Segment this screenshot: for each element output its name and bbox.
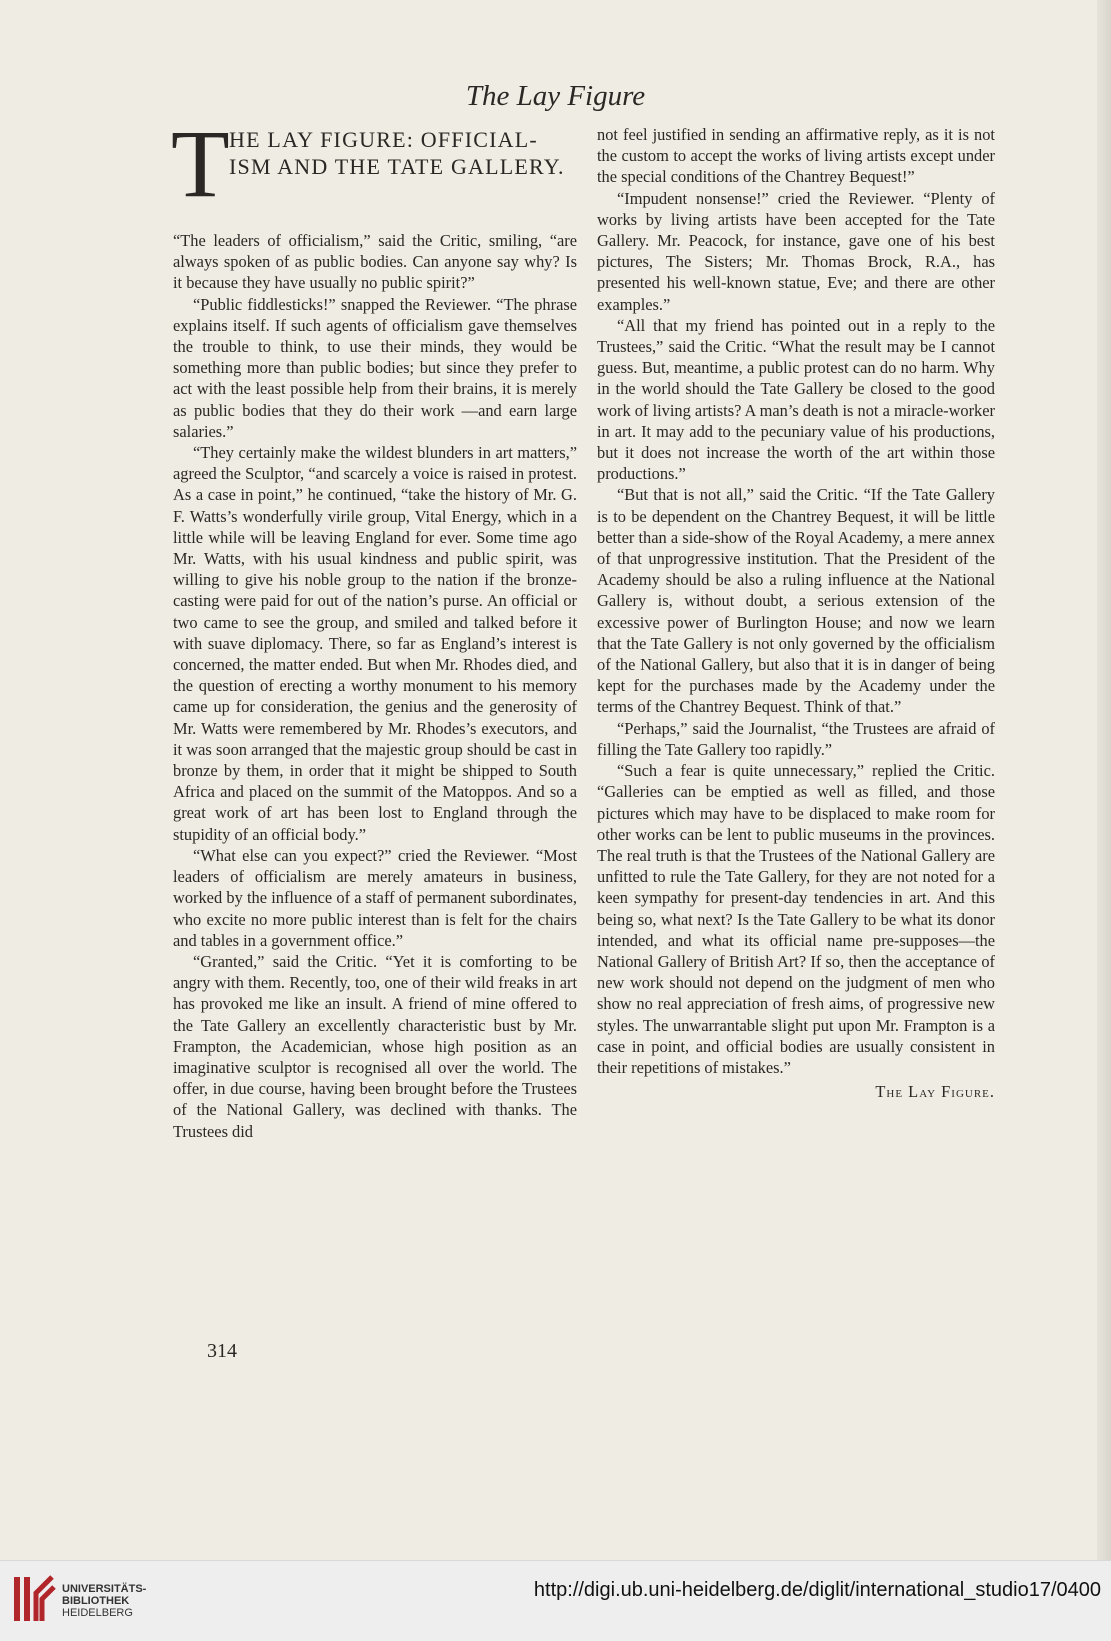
article-title-block — [171, 110, 577, 230]
left-column — [171, 110, 577, 1142]
page-number: 314 — [207, 1340, 237, 1362]
library-logo-text — [62, 1583, 146, 1619]
drop-cap: T — [171, 110, 230, 217]
logo-line: HEIDELBERG — [62, 1607, 133, 1619]
paragraph: “What else can you expect?” cried the Reviewer. “Most leaders of officialism are merely amateurs in business, worked by the influence of a staff of permanent subordinates, who excite no more public interest than is felt for the chairs and tables in a government office.” — [173, 845, 577, 950]
viewer-footer — [0, 1560, 1111, 1641]
signature: The Lay Figure. — [875, 1082, 995, 1102]
article-title: HE LAY FIGURE: OFFICIAL-ISM AND THE TATE GALLERY. — [229, 127, 565, 179]
page-edge — [1097, 0, 1111, 1560]
paragraph: “Granted,” said the Critic. “Yet it is comforting to be angry with them. Recently, too, one of their wild freaks in art has provoked me like an insult. A friend of mine offered to the Tate Gallery an excellently characteristic bust by Mr. Frampton, the Academician, whose high position as an imaginative sculptor is recognised all over the world. The offer, in due course, having been brought before the Trustees of the National Gallery, was declined with thanks. The Trustees did — [173, 951, 577, 1141]
logo-line: BIBLIOTHEK — [62, 1595, 130, 1607]
paragraph: “Such a fear is quite unnecessary,” replied the Critic. “Galleries can be emptied as well as filled, and those pictures which may have to be displaced to make room for other works can be lent to public museums in the provinces. The real truth is that the Trustees of the National Gallery are unfitted to rule the Tate Gallery, for they are not noted for a keen sympathy for present-day tendencies in art. And this being so, what next? Is the Tate Gallery to be what its donor intended, and what its official name pre-supposes—the National Gallery of British Art? If so, then the acceptance of new work should not depend on the judgment of men who show no real appreciation of fresh aims, of progressive new styles. The unwarrantable slight put upon Mr. Frampton is a case in point, and official bodies are usually consistent in their repetitions of mistakes.” — [597, 761, 995, 1077]
paragraph: “Perhaps,” said the Journalist, “the Trustees are afraid of filling the Tate Gallery too rapidly.” — [597, 718, 995, 759]
paragraph: “They certainly make the wildest blunders in art matters,” agreed the Sculptor, “and scarcely a voice is raised in protest. As a case in point,” he continued, “take the history of Mr. G. F. Watts’s wonderfully virile group, Vital Energy, which in a little while will be leaving England for ever. Some time ago Mr. Watts, with his usual kindness and public spirit, was willing to give his noble group to the nation if the bronze-casting were paid for out of the nation’s purse. An official or two came to see the group, and smiled and talked before it with suave diplomacy. There, so far as England’s interest is concerned, the matter ended. But when Mr. Rhodes died, and the question of erecting a worthy monument to his memory came up for consideration, the genius and the generosity of Mr. Watts were remembered by Mr. Rhodes’s executors, and it was soon arranged that the majestic group should be cast in bronze by them, in order that it might be shipped to South Africa and placed on the summit of the Matoppos. And so a great work of art has been lost to England through the stupidity of an official body.” — [173, 443, 577, 844]
paragraph: “All that my friend has pointed out in a reply to the Trustees,” said the Critic. “What the result may be I cannot guess. But, meantime, a public protest can do no harm. Why in the world should the Tate Gallery be closed to the good work of living artists? A man’s death is not a miracle-worker in art. It may add to the pecuniary value of his productions, but it does not increase the worth of the art within those productions.” — [597, 315, 995, 484]
source-url-link[interactable]: http://digi.ub.uni-heidelberg.de/diglit/international_studio17/0400 — [533, 1579, 1101, 1601]
paragraph: “But that is not all,” said the Critic. “If the Tate Gallery is to be dependent on the Chantrey Bequest, it will be little better than a side-show of the Royal Academy, a mere annex of that unprogressive institution. That the President of the Academy should be also a ruling influence at the National Gallery is, without doubt, a serious extension of the excessive power of Burlington House; and now we learn that the Tate Gallery is not only governed by the officialism of the National Gallery, but also that it is in danger of being kept for the purchases made by the Academy under the terms of the Chantrey Bequest. Think of that.” — [597, 485, 995, 717]
paragraph: “Public fiddlesticks!” snapped the Reviewer. “The phrase explains itself. If such agents of officialism gave themselves the trouble to think, to use their minds, they would be something more than public bodies; but since they prefer to act with the least possible help from their brains, it is merely as public bodies that they do their work —and earn large salaries.” — [173, 294, 577, 441]
running-header: The Lay Figure — [465, 80, 646, 112]
library-logo-icon — [12, 1573, 56, 1625]
right-column — [597, 124, 995, 1102]
paragraph: not feel justified in sending an affirmative reply, as it is not the custom to accept the works of living artists except under the special conditions of the Chantrey Bequest!” — [597, 125, 995, 187]
paragraph: “The leaders of officialism,” said the Critic, smiling, “are always spoken of as public bodies. Can anyone say why? Is it because they have usually no public spirit?” — [173, 231, 577, 293]
logo-line: UNIVERSITÄTS- — [62, 1583, 147, 1595]
paragraph: “Impudent nonsense!” cried the Reviewer. “Plenty of works by living artists have been accepted for the Tate Gallery. Mr. Peacock, for instance, gave one of his best pictures, The Sisters; Mr. Thomas Brock, R.A., has presented his well-known statue, Eve; and there are other examples.” — [597, 188, 995, 314]
